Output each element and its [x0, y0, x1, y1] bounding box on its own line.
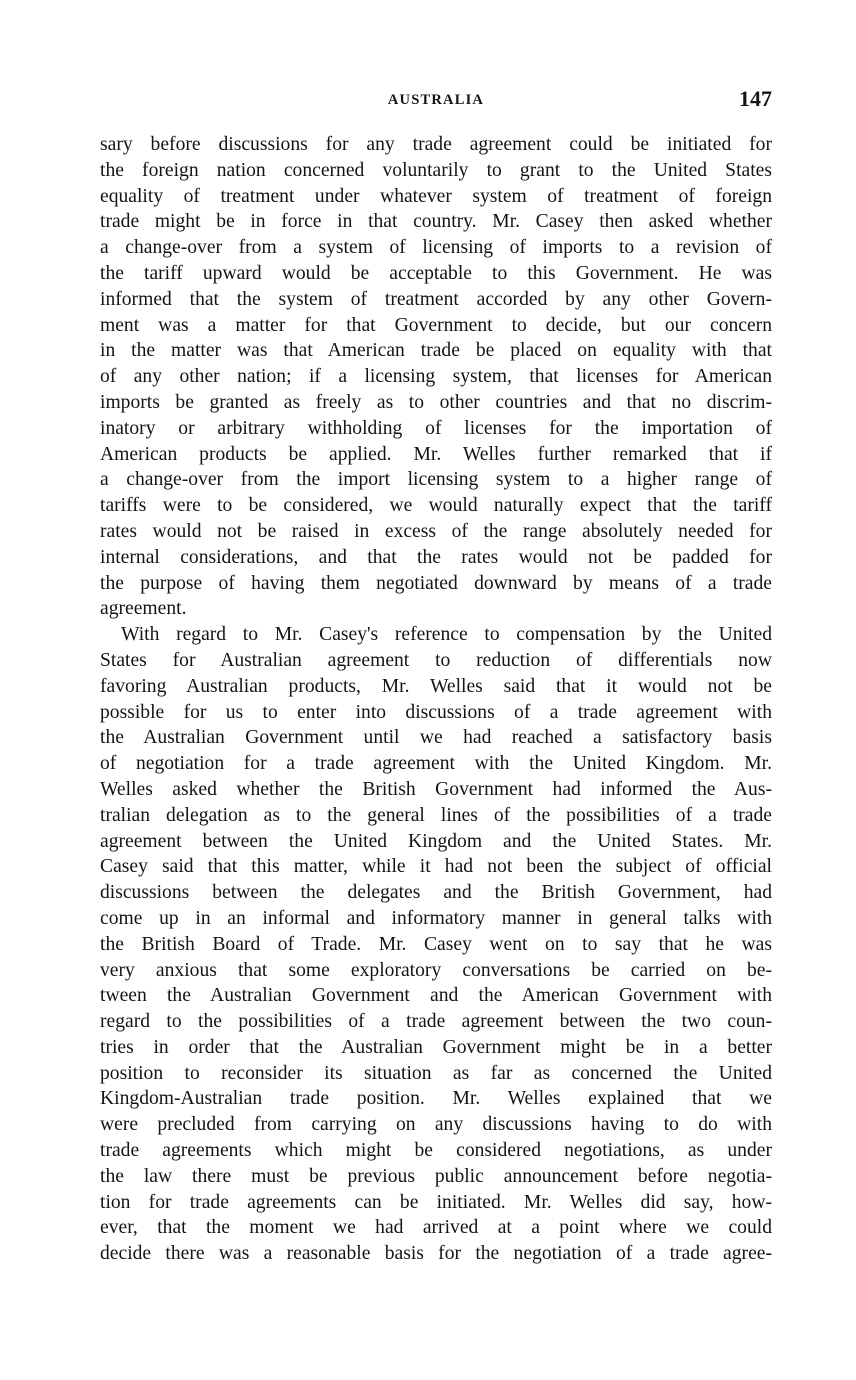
text-line: discussions between the delegates and the British Government, had [100, 882, 772, 904]
text-line: of negotiation for a trade agreement with the United Kingdom. Mr. [100, 753, 772, 775]
text-line: the Australian Government until we had reached a satisfactory basis [100, 727, 772, 749]
text-line: the foreign nation concerned voluntarily to grant to the United States [100, 159, 772, 181]
text-line: favoring Australian products, Mr. Welles said that it would not be [100, 675, 772, 697]
text-line: tween the Australian Government and the American Government with [100, 985, 772, 1007]
text-line: trade agreements which might be considered negotiations, as under [100, 1140, 772, 1162]
text-line: decide there was a reasonable basis for the negotiation of a trade agree- [100, 1243, 772, 1265]
paragraph-2 [100, 622, 772, 1267]
text-line: States for Australian agreement to reduction of differentials now [100, 649, 772, 671]
text-line: With regard to Mr. Casey's reference to compensation by the United [121, 624, 772, 646]
text-line: agreement. [100, 598, 187, 620]
text-line: imports be granted as freely as to other countries and that no discrim- [100, 391, 772, 413]
text-line: American products be applied. Mr. Welles further remarked that if [100, 443, 772, 465]
text-line: tariffs were to be considered, we would naturally expect that the tariff [100, 495, 772, 517]
text-line: of any other nation; if a licensing system, that licenses for American [100, 366, 772, 388]
text-line: regard to the possibilities of a trade agreement between the two coun- [100, 1011, 772, 1033]
text-line: Kingdom-Australian trade position. Mr. Welles explained that we [100, 1088, 772, 1110]
text-line: tries in order that the Australian Government might be in a better [100, 1036, 772, 1058]
body-text [100, 132, 772, 1267]
text-line: possible for us to enter into discussions of a trade agreement with [100, 701, 772, 723]
text-line: tralian delegation as to the general lines of the possibilities of a trade [100, 804, 772, 826]
text-line: informed that the system of treatment accorded by any other Govern- [100, 288, 772, 310]
text-line: position to reconsider its situation as far as concerned the United [100, 1062, 772, 1084]
text-line: in the matter was that American trade be placed on equality with that [100, 340, 772, 362]
text-line: trade might be in force in that country. Mr. Casey then asked whether [100, 211, 772, 233]
running-head [100, 86, 772, 116]
text-line: Casey said that this matter, while it had not been the subject of official [100, 856, 772, 878]
text-line: ment was a matter for that Government to decide, but our concern [100, 314, 772, 336]
text-line: a change-over from a system of licensing of imports to a revision of [100, 237, 772, 259]
text-line: the British Board of Trade. Mr. Casey went on to say that he was [100, 933, 772, 955]
page-number: 147 [739, 86, 772, 111]
text-line: were precluded from carrying on any discussions having to do with [100, 1114, 772, 1136]
text-line: agreement between the United Kingdom and the United States. Mr. [100, 830, 772, 852]
paragraph-1 [100, 132, 772, 622]
text-line: come up in an informal and informatory manner in general talks with [100, 907, 772, 929]
text-line: the tariff upward would be acceptable to this Government. He was [100, 262, 772, 284]
text-line: Welles asked whether the British Government had informed the Aus- [100, 778, 772, 800]
text-line: equality of treatment under whatever system of treatment of foreign [100, 185, 772, 207]
text-line: rates would not be raised in excess of the range absolutely needed for [100, 520, 772, 542]
text-line: a change-over from the import licensing system to a higher range of [100, 469, 772, 491]
text-line: ever, that the moment we had arrived at a point where we could [100, 1217, 772, 1239]
text-line: sary before discussions for any trade agreement could be initiated for [100, 134, 772, 155]
text-line: tion for trade agreements can be initiated. Mr. Welles did say, how- [100, 1191, 772, 1213]
text-line: inatory or arbitrary withholding of licenses for the importation of [100, 417, 772, 439]
text-line: the purpose of having them negotiated downward by means of a trade [100, 572, 772, 594]
text-line: very anxious that some exploratory conversations be carried on be- [100, 959, 772, 981]
running-title: AUSTRALIA [387, 92, 485, 108]
text-line: internal considerations, and that the rates would not be padded for [100, 546, 772, 568]
text-line: the law there must be previous public announcement before negotia- [100, 1165, 772, 1187]
